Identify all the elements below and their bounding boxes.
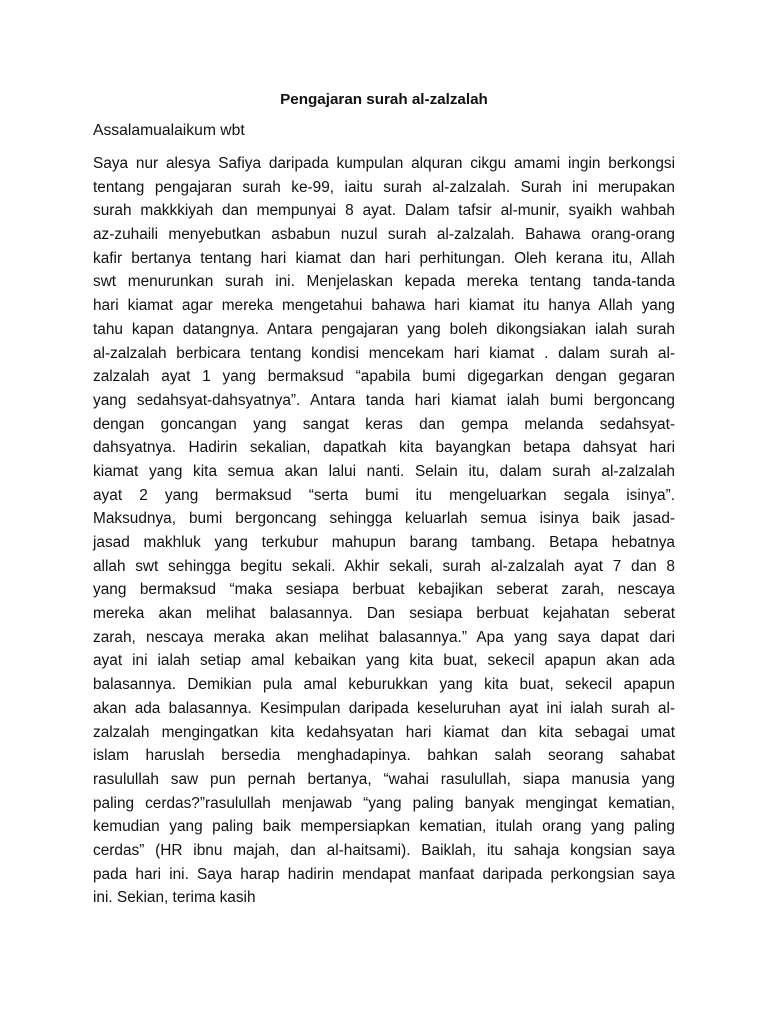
document-title: Pengajaran surah al-zalzalah	[280, 91, 488, 108]
paragraph-line: islam haruslah bersedia menghadapinya. bahkan salah seorang sahabat	[93, 747, 675, 765]
paragraph-line: kemudian yang paling baik mempersiapkan kematian, itulah orang yang paling	[93, 818, 675, 836]
paragraph-line: rasulullah saw pun pernah bertanya, “wahai rasulullah, siapa manusia yang	[93, 770, 675, 788]
paragraph-line: zarah, nescaya meraka akan melihat balasannya.” Apa yang saya dapat dari	[93, 628, 675, 646]
paragraph-line: kiamat yang kita semua akan lalui nanti. Selain itu, dalam surah al-zalzalah	[93, 462, 675, 480]
body-paragraph	[93, 152, 675, 910]
paragraph-line: kafir bertanya tentang hari kiamat dan hari perhitungan. Oleh kerana itu, Allah	[93, 249, 675, 267]
paragraph-line: ayat ini ialah setiap amal kebaikan yang kita buat, sekecil apapun akan ada	[93, 652, 675, 670]
paragraph-line: zalzalah ayat 1 yang bermaksud “apabila bumi digegarkan dengan gegaran	[93, 368, 675, 386]
paragraph-line: jasad makhluk yang terkubur mahupun barang tambang. Betapa hebatnya	[93, 534, 675, 551]
paragraph-line: akan ada balasannya. Kesimpulan daripada keseluruhan ayat ini ialah surah al-	[93, 699, 675, 717]
paragraph-line: surah makkkiyah dan mempunyai 8 ayat. Dalam tafsir al-munir, syaikh wahbah	[93, 202, 675, 220]
paragraph-line: Maksudnya, bumi bergoncang sehingga keluarlah semua isinya baik jasad-	[93, 510, 675, 528]
paragraph-line: pada hari ini. Saya harap hadirin mendapat manfaat daripada perkongsian saya	[93, 865, 675, 883]
paragraph-line: dengan goncangan yang sangat keras dan gempa melanda sedahsyat-	[93, 415, 675, 433]
paragraph-line: ini. Sekian, terima kasih	[93, 889, 256, 907]
paragraph-line: balasannya. Demikian pula amal keburukkan yang kita buat, sekecil apapun	[93, 676, 675, 694]
paragraph-line: Saya nur alesya Safiya daripada kumpulan alquran cikgu amami ingin berkongsi	[93, 155, 675, 172]
paragraph-line: tentang pengajaran surah ke-99, iaitu surah al-zalzalah. Surah ini merupakan	[93, 178, 675, 196]
paragraph-line: tahu kapan datangnya. Antara pengajaran yang boleh dikongsiakan ialah surah	[93, 320, 675, 338]
paragraph-line: az-zuhaili menyebutkan asbabun nuzul surah al-zalzalah. Bahawa orang-orang	[93, 226, 675, 244]
paragraph-line: swt menurunkan surah ini. Menjelaskan kepada mereka tentang tanda-tanda	[93, 273, 675, 291]
paragraph-line: mereka akan melihat balasannya. Dan sesiapa berbuat kejahatan seberat	[93, 605, 675, 623]
paragraph-line: zalzalah mengingatkan kita kedahsyatan hari kiamat dan kita sebagai umat	[93, 723, 675, 741]
paragraph-line: cerdas” (HR ibnu majah, dan al-haitsami). Baiklah, itu sahaja kongsian saya	[93, 841, 675, 859]
paragraph-line: hari kiamat agar mereka mengetahui bahawa hari kiamat itu hanya Allah yang	[93, 297, 675, 315]
paragraph-line: dahsyatnya. Hadirin sekalian, dapatkah kita bayangkan betapa dahsyat hari	[93, 439, 675, 457]
greeting-line: Assalamualaikum wbt	[93, 122, 245, 139]
paragraph-line: al-zalzalah berbicara tentang kondisi mencekam hari kiamat . dalam surah al-	[93, 344, 675, 362]
paragraph-line: yang bermaksud “maka sesiapa berbuat kebajikan seberat zarah, nescaya	[93, 581, 675, 599]
paragraph-line: yang sedahsyat-dahsyatnya”. Antara tanda hari kiamat ialah bumi bergoncang	[93, 391, 675, 409]
paragraph-line: ayat 2 yang bermaksud “serta bumi itu mengeluarkan segala isinya”.	[93, 486, 675, 504]
paragraph-line: allah swt sehingga begitu sekali. Akhir sekali, surah al-zalzalah ayat 7 dan 8	[93, 557, 675, 575]
paragraph-line: paling cerdas?”rasulullah menjawab “yang paling banyak mengingat kematian,	[93, 794, 675, 812]
